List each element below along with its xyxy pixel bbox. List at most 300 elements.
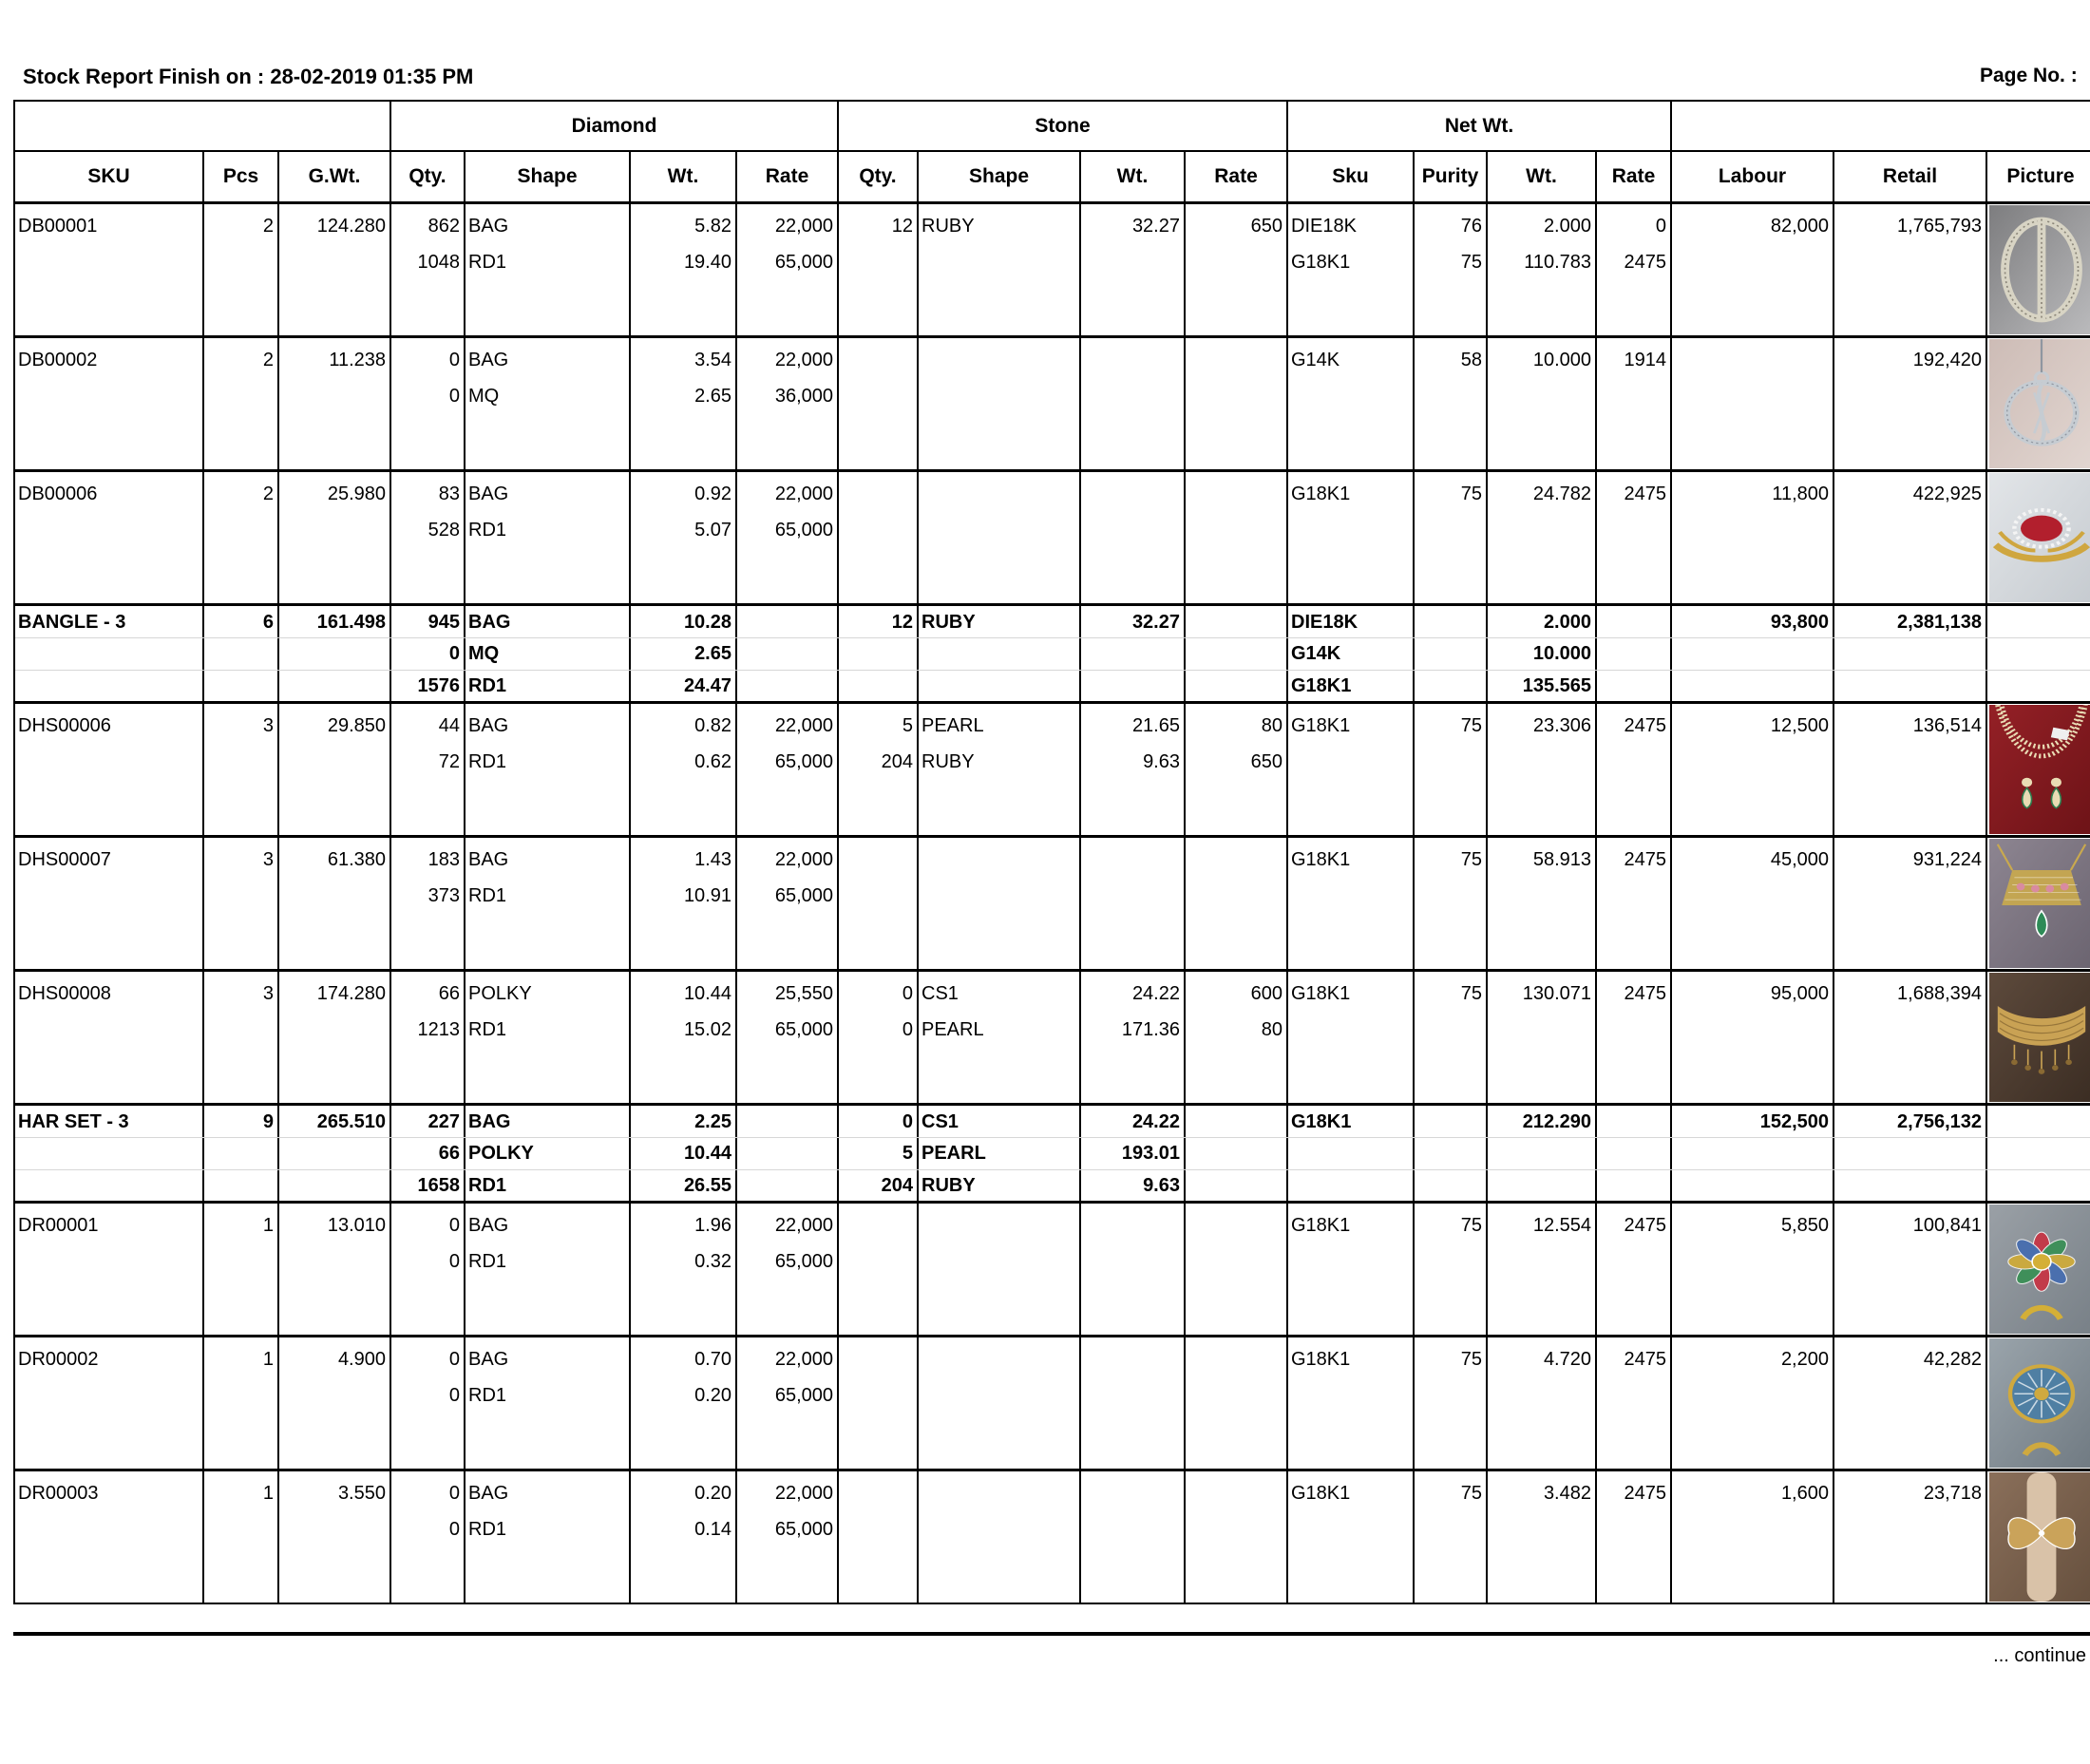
column-divider [1486,1337,1488,1469]
column-divider [202,606,204,701]
column-divider [1079,838,1081,969]
cell-sku: DR00003 [18,1483,99,1504]
column-divider [1986,606,1987,701]
cell-retail: 1,765,793 [1897,216,1982,237]
column-divider [277,704,279,835]
column-divider [1595,1106,1597,1201]
column-divider [629,338,631,469]
cell-net-wt: 58.913 [1532,849,1591,870]
column-divider [1670,1204,1672,1335]
cell-diamond-wt: 10.28 [683,612,732,633]
cell-diamond-qty: 1658 [417,1175,460,1196]
column-divider [1986,204,1987,335]
cell-diamond-qty: 0 [448,1215,460,1236]
column-header-2-g-wt: G.Wt. [279,152,391,201]
cell-stone-shape: PEARL [922,1019,984,1040]
cell-sku: DHS00007 [18,849,111,870]
table-row-dr00002 [15,1335,2090,1469]
cell-pcs: 3 [262,983,274,1004]
column-divider [1079,338,1081,469]
cell-sku: DR00002 [18,1349,99,1370]
column-divider [390,472,391,603]
cell-net-sku: G18K1 [1291,1349,1351,1370]
cell-labour: 82,000 [1770,216,1829,237]
column-header-12-purity: Purity [1415,152,1488,201]
column-divider [917,1471,919,1603]
cell-diamond-rate: 65,000 [774,885,833,906]
cell-pcs: 2 [262,350,274,370]
column-divider [1670,972,1672,1103]
column-divider [1286,1204,1288,1335]
column-divider [1486,1204,1488,1335]
cell-stone-shape: RUBY [922,1175,976,1196]
column-divider [202,338,204,469]
cell-diamond-rate: 22,000 [774,1483,833,1504]
column-divider [629,204,631,335]
cell-diamond-wt: 0.70 [694,1349,732,1370]
column-divider [629,972,631,1103]
cell-stone-wt: 24.22 [1131,1111,1180,1132]
column-divider [1286,204,1288,335]
column-divider [735,1471,737,1603]
cell-net-sku: DIE18K [1291,216,1357,237]
cell-diamond-rate: 22,000 [774,715,833,736]
cell-diamond-shape: RD1 [468,1019,507,1040]
column-divider [837,972,839,1103]
column-divider [464,838,466,969]
cell-stone-wt: 32.27 [1131,612,1180,633]
column-divider [735,972,737,1103]
cell-net-wt: 24.782 [1532,484,1591,504]
cell-pcs: 3 [262,715,274,736]
column-divider [464,704,466,835]
cell-diamond-qty: 83 [438,484,460,504]
cell-net-rate: 2475 [1624,1483,1666,1504]
group-header-net-wt: Net Wt. [1288,102,1672,150]
cell-diamond-rate: 36,000 [774,386,833,407]
cell-gwt: 265.510 [316,1111,386,1132]
cell-diamond-qty: 1576 [417,675,460,696]
cell-net-sku: G18K1 [1291,983,1351,1004]
column-divider [1670,338,1672,469]
cell-sku: DB00001 [18,216,98,237]
column-divider [464,472,466,603]
group-header-blank [1672,102,2090,150]
column-divider [390,1337,391,1469]
column-divider [837,1471,839,1603]
column-divider [202,704,204,835]
column-divider [1670,472,1672,603]
cell-diamond-wt: 5.07 [694,520,732,541]
column-divider [1670,1106,1672,1201]
column-divider [1833,204,1834,335]
column-header-16-retail: Retail [1834,152,1987,201]
column-divider [390,704,391,835]
column-divider [1833,472,1834,603]
column-divider [1833,606,1834,701]
summary-separator [15,1169,2090,1170]
cell-net-rate: 0 [1655,216,1666,237]
cell-labour: 93,800 [1770,612,1829,633]
column-divider [1986,704,1987,835]
cell-diamond-wt: 0.20 [694,1385,732,1406]
column-divider [1184,972,1186,1103]
column-divider [1595,838,1597,969]
column-divider [277,338,279,469]
column-divider [917,838,919,969]
column-divider [1413,338,1415,469]
column-header-4-shape: Shape [466,152,631,201]
column-divider [464,972,466,1103]
cell-stone-shape: PEARL [922,715,984,736]
cell-diamond-wt: 0.92 [694,484,732,504]
cell-diamond-shape: BAG [468,350,509,370]
column-divider [1184,1204,1186,1335]
cell-net-rate: 2475 [1624,1215,1666,1236]
cell-net-sku: G18K1 [1291,1215,1351,1236]
cell-diamond-qty: 0 [448,1385,460,1406]
column-header-1-pcs: Pcs [204,152,279,201]
column-divider [277,972,279,1103]
cell-diamond-shape: BAG [468,1483,509,1504]
column-divider [1833,1471,1834,1603]
cell-diamond-qty: 0 [448,1519,460,1540]
column-header-15-labour: Labour [1672,152,1834,201]
cell-diamond-qty: 0 [448,350,460,370]
cell-diamond-wt: 0.14 [694,1519,732,1540]
column-divider [390,1471,391,1603]
cell-gwt: 161.498 [316,612,386,633]
cell-net-wt: 10.000 [1532,350,1591,370]
column-divider [1184,1337,1186,1469]
column-divider [1184,838,1186,969]
column-divider [1986,1204,1987,1335]
column-divider [917,1204,919,1335]
cell-diamond-rate: 22,000 [774,484,833,504]
cell-labour: 2,200 [1780,1349,1829,1370]
cell-diamond-qty: 0 [448,1251,460,1272]
column-divider [202,838,204,969]
cell-pcs: 2 [262,216,274,237]
table-row-dr00001 [15,1201,2090,1335]
cell-diamond-qty: 66 [438,983,460,1004]
cell-diamond-wt: 0.20 [694,1483,732,1504]
stock-table [13,100,2090,1604]
column-header-14-rate: Rate [1597,152,1672,201]
cell-diamond-wt: 2.65 [694,643,732,664]
cell-diamond-shape: BAG [468,849,509,870]
cell-stone-rate: 650 [1250,216,1282,237]
cell-net-sku: G18K1 [1291,849,1351,870]
cell-gwt: 3.550 [337,1483,386,1504]
cell-net-wt: 2.000 [1543,612,1591,633]
cell-diamond-wt: 0.82 [694,715,732,736]
picture-dhs00007-image [1989,839,2090,968]
cell-net-purity: 58 [1460,350,1482,370]
cell-stone-shape: PEARL [922,1143,986,1164]
column-divider [1486,838,1488,969]
cell-stone-rate: 80 [1261,715,1282,736]
column-divider [1184,338,1186,469]
group-header-diamond: Diamond [391,102,839,150]
cell-net-purity: 75 [1460,715,1482,736]
cell-diamond-rate: 22,000 [774,849,833,870]
cell-stone-wt: 9.63 [1143,1175,1180,1196]
picture-db00006-image [1989,473,2090,602]
column-divider [202,1471,204,1603]
column-divider [629,1204,631,1335]
column-divider [1184,1106,1186,1201]
cell-net-sku: G18K1 [1291,484,1351,504]
cell-diamond-shape: POLKY [468,1143,534,1164]
cell-labour: 152,500 [1759,1111,1829,1132]
column-divider [277,1204,279,1335]
cell-stone-wt: 32.27 [1131,216,1180,237]
column-divider [277,204,279,335]
cell-diamond-wt: 10.44 [683,1143,732,1164]
cell-retail: 422,925 [1912,484,1982,504]
cell-retail: 136,514 [1912,715,1982,736]
column-divider [1286,338,1288,469]
column-divider [1413,204,1415,335]
column-divider [1079,204,1081,335]
column-divider [837,1204,839,1335]
column-divider [1986,1471,1987,1603]
cell-diamond-shape: MQ [468,643,500,664]
column-divider [1079,606,1081,701]
column-divider [629,838,631,969]
cell-diamond-qty: 0 [448,1349,460,1370]
column-divider [277,1106,279,1201]
cell-sku: DHS00008 [18,983,111,1004]
column-divider [1486,204,1488,335]
cell-diamond-qty: 373 [428,885,460,906]
column-divider [1670,838,1672,969]
column-divider [1670,204,1672,335]
column-divider [629,606,631,701]
column-divider [917,1106,919,1201]
column-divider [464,1106,466,1201]
cell-pcs: 2 [262,484,274,504]
report-title: Stock Report Finish on : 28-02-2019 01:35 PM [23,65,474,88]
picture-db00001-image [1989,205,2090,334]
column-divider [1079,972,1081,1103]
cell-diamond-shape: BAG [468,1349,509,1370]
column-divider [1595,1471,1597,1603]
cell-diamond-shape: MQ [468,386,500,407]
cell-diamond-rate: 22,000 [774,350,833,370]
cell-diamond-rate: 25,550 [774,983,833,1004]
column-divider [464,1337,466,1469]
column-divider [1986,972,1987,1103]
column-divider [629,1106,631,1201]
column-divider [629,472,631,603]
column-divider [629,1471,631,1603]
cell-diamond-rate: 65,000 [774,751,833,772]
column-divider [1833,1204,1834,1335]
group-header-blank [15,102,391,150]
cell-net-sku: DIE18K [1291,612,1358,633]
cell-stone-wt: 193.01 [1121,1143,1180,1164]
column-divider [390,606,391,701]
column-divider [1833,1106,1834,1201]
cell-diamond-shape: RD1 [468,885,507,906]
cell-diamond-shape: RD1 [468,675,507,696]
cell-net-purity: 75 [1460,1215,1482,1236]
column-divider [1486,1471,1488,1603]
column-header-10-rate: Rate [1186,152,1288,201]
cell-labour: 45,000 [1770,849,1829,870]
cell-sku: DR00001 [18,1215,99,1236]
cell-net-sku: G14K [1291,643,1341,664]
cell-stone-qty: 0 [902,983,913,1004]
cell-net-wt: 12.554 [1532,1215,1591,1236]
continue-label: ... continue [1993,1645,2086,1666]
column-divider [1079,1204,1081,1335]
column-divider [735,204,737,335]
cell-stone-shape: RUBY [922,612,976,633]
cell-stone-rate: 650 [1250,751,1282,772]
column-divider [629,1337,631,1469]
cell-pcs: 6 [262,612,274,633]
summary-separator [15,1137,2090,1138]
cell-diamond-qty: 72 [438,751,460,772]
column-divider [1486,972,1488,1103]
cell-diamond-qty: 183 [428,849,460,870]
cell-gwt: 25.980 [327,484,386,504]
table-row-dr00003 [15,1469,2090,1603]
column-divider [1486,704,1488,835]
cell-gwt: 174.280 [316,983,386,1004]
cell-diamond-wt: 3.54 [694,350,732,370]
column-divider [277,838,279,969]
column-divider [735,472,737,603]
column-divider [1286,704,1288,835]
cell-diamond-wt: 26.55 [683,1175,732,1196]
cell-stone-wt: 171.36 [1121,1019,1180,1040]
column-divider [1486,338,1488,469]
column-divider [1595,338,1597,469]
column-divider [1286,972,1288,1103]
column-header-11-sku: Sku [1288,152,1415,201]
column-divider [1413,472,1415,603]
cell-net-wt: 135.565 [1522,675,1591,696]
cell-stone-shape: CS1 [922,1111,959,1132]
column-divider [1079,1106,1081,1201]
column-divider [202,472,204,603]
cell-gwt: 13.010 [327,1215,386,1236]
column-divider [1986,1337,1987,1469]
cell-diamond-shape: BAG [468,715,509,736]
column-divider [464,338,466,469]
cell-stone-shape: RUBY [922,216,975,237]
cell-diamond-rate: 22,000 [774,1349,833,1370]
column-divider [202,972,204,1103]
cell-retail: 42,282 [1923,1349,1982,1370]
column-divider [464,1471,466,1603]
column-divider [277,606,279,701]
column-divider [1486,472,1488,603]
cell-diamond-rate: 65,000 [774,1519,833,1540]
cell-retail: 1,688,394 [1897,983,1982,1004]
cell-net-sku: G18K1 [1291,675,1352,696]
cell-diamond-rate: 22,000 [774,216,833,237]
cell-diamond-rate: 65,000 [774,1385,833,1406]
column-divider [629,704,631,835]
cell-stone-shape: RUBY [922,751,975,772]
cell-gwt: 4.900 [337,1349,386,1370]
picture-dr00003-image [1989,1472,2090,1602]
table-row-db00001 [15,204,2090,335]
cell-pcs: 1 [262,1215,274,1236]
cell-labour: 95,000 [1770,983,1829,1004]
cell-retail: 931,224 [1912,849,1982,870]
column-divider [735,1204,737,1335]
cell-net-purity: 75 [1460,484,1482,504]
column-divider [1079,472,1081,603]
table-row-db00006 [15,469,2090,603]
picture-dr00002-image [1989,1338,2090,1468]
summary-separator [15,670,2090,671]
cell-net-rate: 2475 [1624,484,1666,504]
cell-diamond-shape: RD1 [468,751,507,772]
cell-sku: DB00002 [18,350,98,370]
cell-sku: DB00006 [18,484,98,504]
cell-diamond-shape: BAG [468,1215,509,1236]
cell-diamond-qty: 66 [438,1143,460,1164]
cell-diamond-rate: 22,000 [774,1215,833,1236]
column-divider [735,606,737,701]
column-divider [837,1106,839,1201]
cell-net-sku: G18K1 [1291,1483,1351,1504]
column-divider [735,1106,737,1201]
cell-diamond-qty: 862 [428,216,460,237]
column-divider [277,472,279,603]
column-divider [1413,1106,1415,1201]
cell-diamond-shape: RD1 [468,252,507,273]
column-divider [202,204,204,335]
cell-gwt: 61.380 [327,849,386,870]
column-divider [917,1337,919,1469]
cell-retail: 100,841 [1912,1215,1982,1236]
footer-divider [13,1632,2090,1636]
column-divider [390,338,391,469]
column-divider [1286,1471,1288,1603]
column-divider [837,204,839,335]
cell-sku: HAR SET - 3 [18,1111,129,1132]
column-divider [464,606,466,701]
cell-labour: 11,800 [1772,484,1829,504]
cell-stone-qty: 204 [881,751,913,772]
cell-net-purity: 75 [1460,849,1482,870]
cell-diamond-wt: 1.96 [694,1215,732,1236]
cell-net-wt: 23.306 [1532,715,1591,736]
cell-diamond-shape: POLKY [468,983,532,1004]
picture-dhs00006-image [1989,705,2090,834]
cell-stone-qty: 204 [881,1175,913,1196]
column-divider [202,1204,204,1335]
column-divider [735,838,737,969]
column-divider [917,606,919,701]
cell-net-purity: 75 [1460,252,1482,273]
cell-diamond-shape: BAG [468,216,509,237]
column-header-0-sku: SKU [15,152,204,201]
picture-db00002-image [1989,339,2090,468]
cell-diamond-wt: 10.91 [683,885,732,906]
cell-diamond-shape: RD1 [468,1385,507,1406]
cell-diamond-qty: 0 [448,1483,460,1504]
column-divider [1833,704,1834,835]
